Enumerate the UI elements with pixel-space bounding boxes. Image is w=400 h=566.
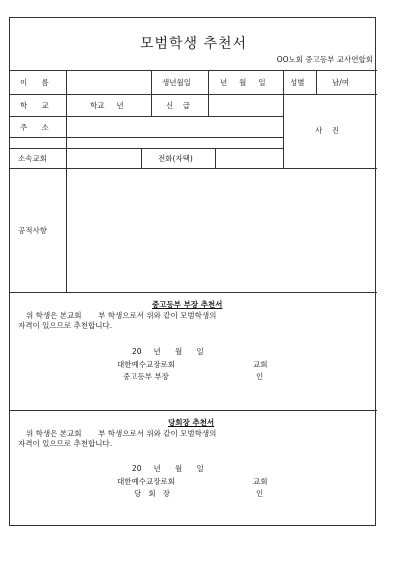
section1-church-suffix: 교회: [253, 360, 268, 369]
section2-date: 20 년 월 일: [132, 464, 204, 473]
section1-body-line2: 자격이 있으므로 추천합니다.: [18, 321, 113, 330]
divider: [141, 148, 142, 168]
organization-name: OO노회 중고등부 교사연합회: [276, 55, 373, 64]
birth-value: 년 월 일: [220, 78, 266, 87]
section1-title: 중고등부 부장 추천서: [152, 300, 223, 309]
birth-label: 생년월일: [162, 78, 191, 87]
section1-seal: 인: [256, 372, 264, 381]
section2-body-line2: 자격이 있으므로 추천합니다.: [18, 439, 113, 448]
divider: [10, 292, 377, 293]
photo-label: 사 진: [315, 126, 340, 135]
school-label: 학 교: [20, 101, 49, 110]
phone-label: 전화(자택): [158, 154, 193, 163]
divider: [283, 70, 284, 168]
divider: [316, 70, 317, 94]
divider: [66, 70, 67, 292]
section2-seal: 인: [256, 489, 264, 498]
divider: [151, 70, 152, 116]
notes-label: 공적사항: [18, 226, 47, 235]
gender-value: 남/여: [332, 78, 350, 87]
baptism-label: 신 급: [166, 101, 191, 110]
section1-signer: 중고등부 부장: [123, 372, 169, 381]
section1-assembly: 대한예수교장로회: [117, 360, 175, 369]
recommendation-form: [9, 17, 376, 526]
address-label: 주 소: [20, 123, 49, 132]
section2-signer: 당 회 장: [134, 489, 171, 498]
divider: [208, 70, 209, 116]
name-label: 이 름: [20, 78, 49, 87]
divider: [10, 410, 377, 411]
section1-date: 20 년 월 일: [132, 347, 204, 356]
section2-church-suffix: 교회: [253, 477, 268, 486]
section2-assembly: 대한예수교장로회: [117, 477, 175, 486]
divider: [10, 137, 283, 138]
divider: [10, 148, 283, 149]
divider: [215, 148, 216, 168]
school-value: 학교 년: [90, 101, 124, 110]
section2-body-line1: 위 학생은 본교회 부 학생으로서 위와 같이 모범학생의: [26, 429, 217, 438]
section2-title: 당회장 추천서: [168, 418, 215, 427]
church-label: 소속교회: [18, 154, 47, 163]
document-title: 모범학생 추천서: [139, 36, 248, 52]
section1-body-line1: 위 학생은 본교회 부 학생으로서 위와 같이 모범학생의: [26, 311, 217, 320]
gender-label: 성별: [290, 78, 305, 87]
divider: [10, 116, 283, 117]
